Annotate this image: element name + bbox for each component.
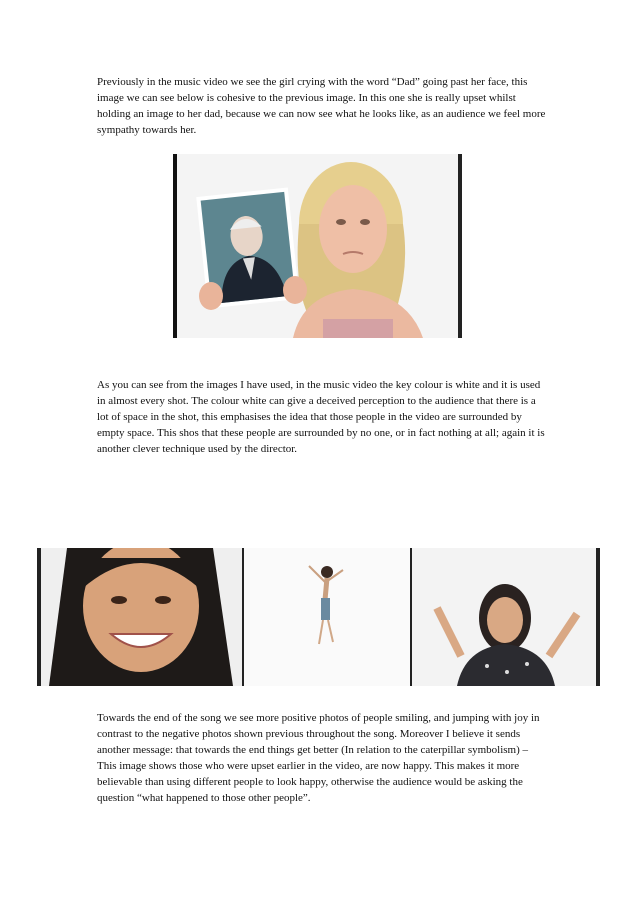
paragraph-3: Towards the end of the song we see more positive photos of people smiling, and jumping with joy in contrast to the negative photos shown previous throughout the song. Moreover I believe it sends another message: that towards the end things get better (In relation to the caterpillar symbolism) – This image shows those who were upset earlier in the video, are now happy. This makes it more believable than using different people to look happy, otherwise the audience would be asking the question “what happened to those other people”. [97, 712, 540, 804]
paragraph-1: Previously in the music video we see the girl crying with the word “Dad” going past her face, this image we can see below is cohesive to the previous image. In this one she is really upset whilst holding an image to her dad, because we can now see what he looks like, as an audience we feel more sympathy towards her. [97, 76, 546, 136]
video-stills-happy-collage [37, 548, 600, 686]
video-still-girl-holding-photo [173, 154, 462, 338]
paragraph-2: As you can see from the images I have used, in the music video the key colour is white and it is used in almost every shot. The colour white can give a deceived perception to the audience that there is a lot of space in the shot, this emphasises the idea that those people in the video are surrounded by empty space. This shos that these people are surrounded by no one, or in fact nothing at all; again it is another clever technique used by the director. [97, 379, 545, 455]
